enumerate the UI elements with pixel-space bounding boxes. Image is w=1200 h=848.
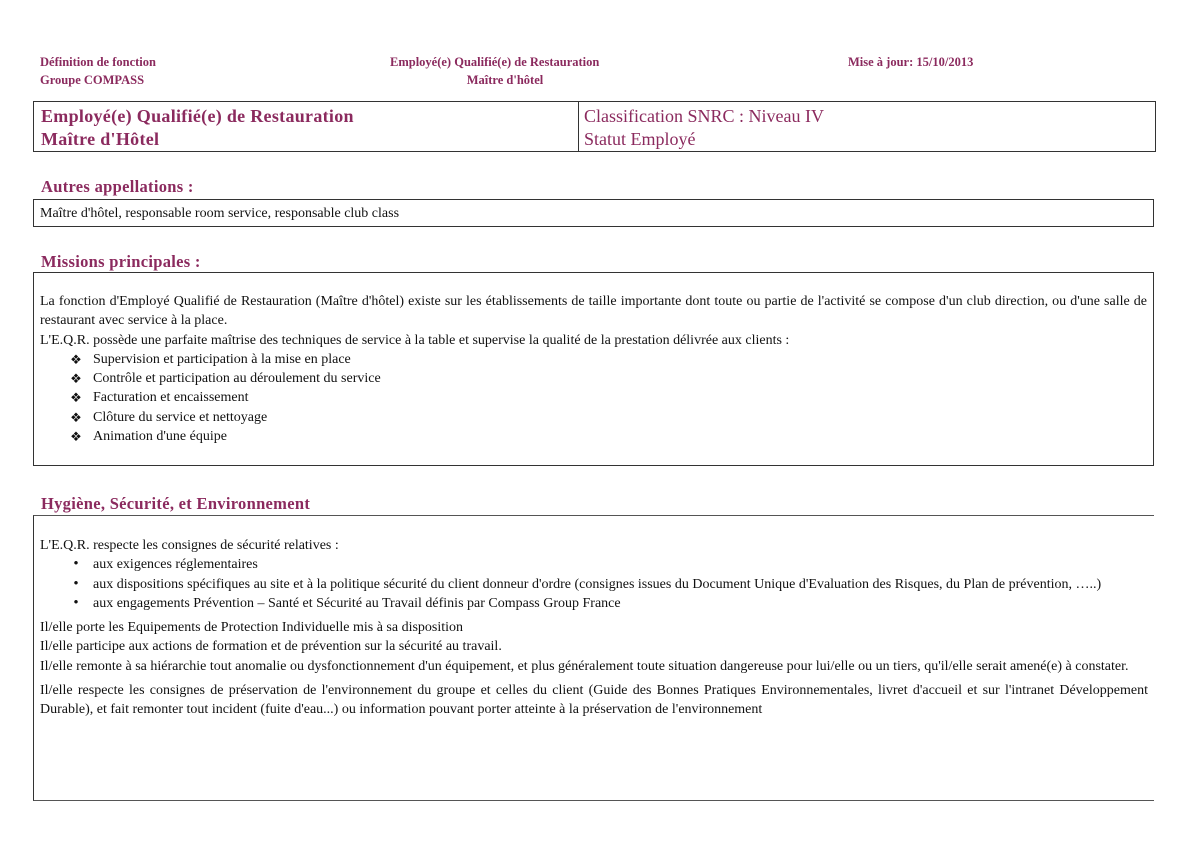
missions-box: [33, 272, 1154, 466]
missions-paragraph: L'E.Q.R. possède une parfaite maîtrise des techniques de service à la table et supervise la qualité de la prestation délivrée aux clients :: [40, 332, 790, 348]
list-item: • aux engagements Prévention – Santé et Sécurité au Travail définis par Compass Group France: [40, 594, 1148, 613]
title-block-job: [34, 102, 579, 151]
appellations-text: Maître d'hôtel, responsable room service, responsable club class: [40, 206, 400, 221]
hse-list: [40, 555, 1148, 613]
title-block: [33, 101, 1156, 152]
header-center: [390, 53, 690, 89]
list-item: ❖ Facturation et encaissement: [40, 388, 1147, 407]
missions-list: [40, 350, 1147, 446]
job-subtitle: Maître d'Hôtel: [41, 129, 160, 149]
status: Statut Employé: [584, 129, 696, 149]
appellations-heading: Autres appellations :: [41, 177, 194, 196]
round-bullet-icon: •: [73, 594, 79, 611]
page-header: [40, 53, 1160, 93]
title-block-classification: [579, 102, 1155, 151]
diamond-bullet-icon: ❖: [70, 351, 82, 367]
diamond-bullet-icon: ❖: [70, 429, 82, 445]
missions-paragraph: La fonction d'Employé Qualifié de Restauration (Maître d'hôtel) existe sur les établissements de taille importante dont toute ou partie de l'activité se compose d'un club direction, ou d'une salle de restaurant avec service à la place.: [40, 294, 1147, 329]
list-item: ❖ Supervision et participation à la mise en place: [40, 350, 1147, 369]
hse-reporting-line: Il/elle remonte à sa hiérarchie tout anomalie ou dysfonctionnement d'un équipement, et plus généralement toute situation dangereuse pour lui/elle ou un tiers, qu'il/elle serait amené(e) à constater.: [40, 658, 1129, 674]
hse-ppe-line: Il/elle porte les Equipements de Protection Individuelle mis à sa disposition: [40, 620, 464, 636]
hse-box: [33, 515, 1154, 801]
header-doc-type: Définition de fonction: [40, 55, 156, 69]
appellations-box: [33, 199, 1154, 227]
hse-training-line: Il/elle participe aux actions de formation et de prévention sur la sécurité au travail.: [40, 639, 502, 655]
diamond-bullet-icon: ❖: [70, 390, 82, 406]
list-item: • aux dispositions spécifiques au site et à la politique sécurité du client donneur d'ordre (consignes issues du Document Unique d'Evaluation des Risques, du Plan de prévention, …..): [40, 575, 1148, 594]
header-company: Groupe COMPASS: [40, 73, 145, 87]
list-item: ❖ Contrôle et participation au déroulement du service: [40, 369, 1147, 388]
hse-environment-line: Il/elle respecte les consignes de préservation de l'environnement du groupe et celles du client (Guide des Bonnes Pratiques Environnementales, livret d'accueil et sur l'intranet Développement Durable), et fait remonter tout incident (fuite d'eau...) ou information pouvant porter atteinte à la préservation de l'environnement: [40, 683, 1148, 718]
diamond-bullet-icon: ❖: [70, 409, 82, 425]
missions-heading: Missions principales :: [41, 252, 201, 271]
list-item: • aux exigences réglementaires: [40, 555, 1148, 574]
diamond-bullet-icon: ❖: [70, 371, 82, 387]
list-item: ❖ Clôture du service et nettoyage: [40, 408, 1147, 427]
round-bullet-icon: •: [73, 556, 79, 573]
list-item: ❖ Animation d'une équipe: [40, 427, 1147, 446]
round-bullet-icon: •: [73, 575, 79, 592]
header-job-subtitle: Maître d'hôtel: [466, 73, 544, 87]
job-title: Employé(e) Qualifié(e) de Restauration: [41, 106, 354, 126]
header-job-title: Employé(e) Qualifié(e) de Restauration: [390, 55, 600, 69]
hse-intro: L'E.Q.R. respecte les consignes de sécurité relatives :: [40, 538, 339, 553]
header-left: [40, 53, 156, 89]
classification: Classification SNRC : Niveau IV: [584, 106, 824, 126]
header-update-date: Mise à jour: 15/10/2013: [848, 55, 974, 69]
hse-heading: Hygiène, Sécurité, et Environnement: [41, 494, 311, 513]
